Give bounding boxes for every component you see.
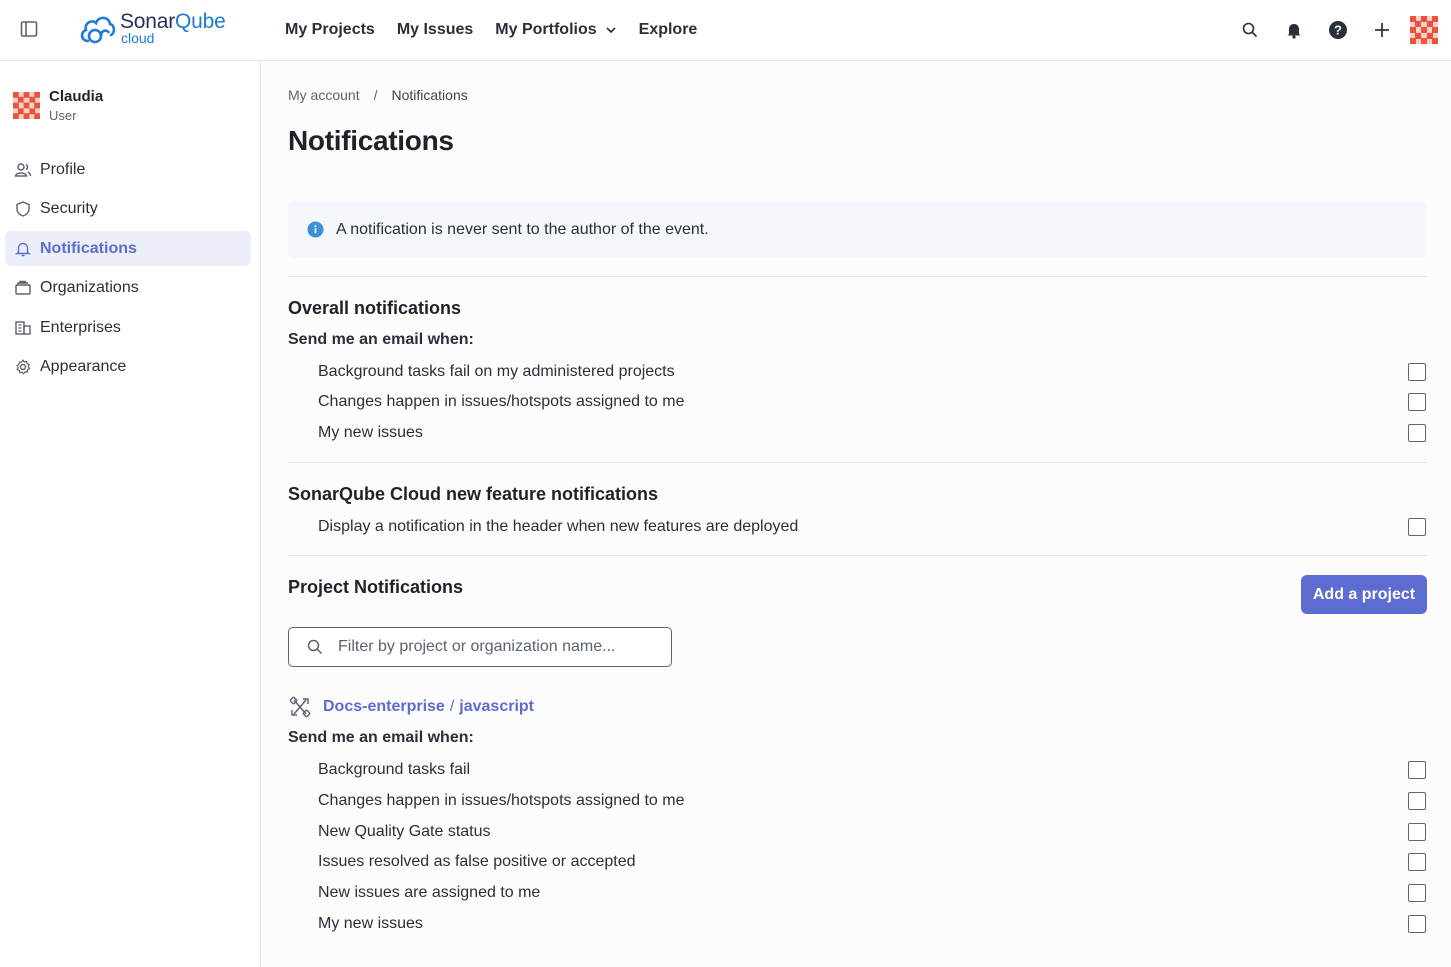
logo-text-qube: Qube [175,10,226,33]
notification-checkbox[interactable] [1408,393,1426,411]
project-notification-row [318,789,1427,813]
notification-checkbox[interactable] [1408,363,1426,381]
user-block [13,88,103,124]
shield-icon [14,200,32,218]
sidebar-item-security[interactable] [5,192,251,227]
info-icon [307,221,324,238]
sidebar-item-label: Organizations [40,279,139,296]
notification-label: My new issues [318,424,423,441]
notification-checkbox[interactable] [1408,884,1426,902]
nav-my-projects[interactable] [285,21,375,39]
profile-icon [14,161,32,179]
sidebar-item-label: Enterprises [40,318,121,336]
notification-label: Changes happen in issues/hotspots assigned to me [318,792,685,809]
nav-label: My Portfolios [495,21,597,38]
nav-explore[interactable] [639,21,698,39]
add-project-button[interactable]: Add a project [1301,575,1427,614]
notification-label: Display a notification in the header when new features are deployed [318,518,799,535]
nav-label: Explore [638,21,698,38]
project-heading [288,695,534,719]
project-notification-row [318,881,1427,905]
svg-text:?: ? [1334,22,1342,38]
info-banner [288,201,1427,258]
project-notifications-title: Project Notifications [288,577,464,597]
notification-label: Issues resolved as false positive or accepted [318,853,636,870]
header-actions [1228,0,1451,60]
sidebar-item-notifications[interactable] [5,231,251,266]
divider [288,462,1427,463]
divider [288,555,1427,556]
nav-label: My Projects [285,21,375,38]
nav-my-issues[interactable] [397,21,473,39]
search-input[interactable] [338,638,658,656]
help-icon[interactable] [1316,8,1360,52]
project-notification-row [318,758,1427,782]
main-nav [285,0,697,60]
notification-checkbox[interactable] [1408,823,1426,841]
project-link[interactable]: javascript [459,698,534,715]
logo-text-sonar: Sonar [120,10,176,33]
organizations-icon [14,279,32,297]
info-text: A notification is never sent to the author of the event. [336,220,709,238]
breadcrumb-my-account-link[interactable]: My account [288,87,360,103]
project-notification-row [318,850,1427,874]
project-notification-row [318,820,1427,844]
feature-notifications-title: SonarQube Cloud new feature notifications [288,484,659,504]
breadcrumb-current: Notifications [391,87,468,103]
notification-checkbox[interactable] [1408,761,1426,779]
account-sidebar [0,61,261,967]
project-filter-search [288,627,672,667]
organization-link[interactable]: Docs-enterprise [323,698,445,715]
bell-icon [14,240,32,258]
search-icon[interactable] [1228,8,1272,52]
sidebar-menu [5,152,251,389]
notification-checkbox[interactable] [1408,518,1426,536]
sonarqube-logo[interactable] [78,10,226,46]
sidebar-item-label: Profile [40,160,86,178]
cloud-logo-icon [78,10,116,46]
sidebar-item-enterprises[interactable] [5,310,251,345]
overall-notification-row [318,360,1427,384]
page-title: Notifications [288,125,454,156]
nav-my-portfolios[interactable] [495,21,616,39]
notification-label: Background tasks fail on my administered projects [318,363,675,380]
project-icon [288,695,312,719]
user-role: User [49,108,77,123]
breadcrumb [288,87,468,103]
breadcrumb-separator: / [373,87,378,103]
divider [288,276,1427,277]
notification-checkbox[interactable] [1408,915,1426,933]
project-send-email-label: Send me an email when: [288,729,474,746]
user-avatar[interactable] [1410,16,1438,44]
gear-icon [14,358,32,376]
nav-label: My Issues [396,21,474,38]
sidebar-item-label: Appearance [40,358,127,375]
notification-checkbox[interactable] [1408,853,1426,871]
user-name: Claudia [49,88,104,105]
notification-label: New Quality Gate status [318,823,491,840]
top-navigation-bar [0,0,1451,61]
sidebar-item-profile[interactable] [5,152,251,187]
avatar [13,92,40,119]
search-icon [306,638,324,656]
notification-checkbox[interactable] [1408,792,1426,810]
notification-label: New issues are assigned to me [318,884,541,901]
overall-notification-row [318,390,1427,414]
bell-icon[interactable] [1272,8,1316,52]
plus-icon[interactable] [1360,8,1404,52]
overall-notification-row [318,421,1427,445]
sidebar-item-appearance[interactable] [5,350,251,385]
notification-label: My new issues [318,915,423,932]
sidebar-item-organizations[interactable] [5,271,251,306]
sidebar-toggle-icon[interactable] [20,20,38,38]
feature-notification-row [318,515,1427,539]
notification-label: Changes happen in issues/hotspots assigned to me [318,393,685,410]
overall-send-email-label: Send me an email when: [288,331,474,348]
sidebar-item-label: Security [40,200,98,217]
logo-text-cloud: cloud [121,30,155,46]
notification-label: Background tasks fail [318,761,471,778]
notification-checkbox[interactable] [1408,424,1426,442]
sidebar-item-label: Notifications [40,239,137,257]
building-icon [14,319,32,337]
chevron-down-icon [605,24,617,36]
project-separator: / [449,698,455,715]
project-notification-row [318,912,1427,936]
overall-notifications-title: Overall notifications [288,298,462,318]
